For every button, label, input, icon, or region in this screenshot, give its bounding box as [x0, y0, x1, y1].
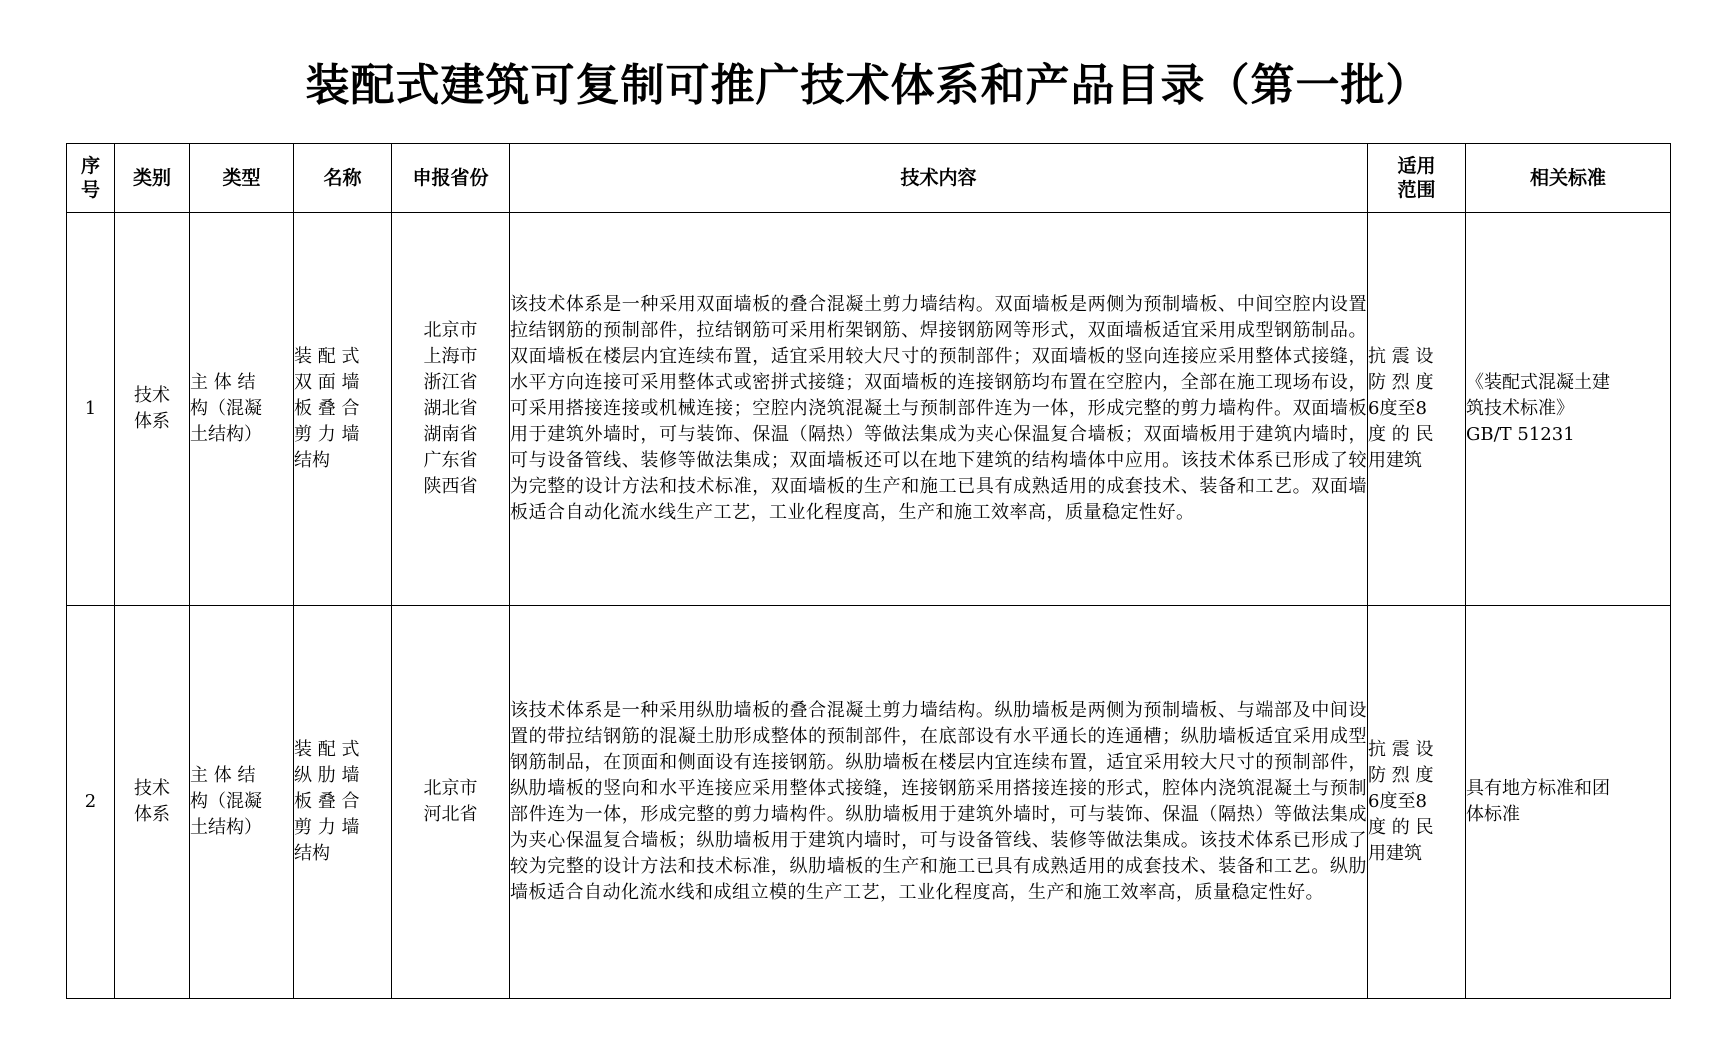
cell-seq: 1	[67, 213, 115, 606]
catalog-table	[66, 143, 1671, 999]
table-row	[67, 606, 1671, 999]
table-row	[67, 213, 1671, 606]
cell-category: 技术 体系	[115, 213, 190, 606]
header-seq: 序 号	[67, 144, 115, 213]
header-province: 申报省份	[392, 144, 510, 213]
cell-type: 主 体 结 构（混凝 土结构）	[190, 606, 294, 999]
header-scope: 适用 范围	[1368, 144, 1466, 213]
cell-name: 装 配 式 纵 肋 墙 板 叠 合 剪 力 墙 结构	[294, 606, 392, 999]
cell-province: 北京市 上海市 浙江省 湖北省 湖南省 广东省 陕西省	[392, 213, 510, 606]
cell-name: 装 配 式 双 面 墙 板 叠 合 剪 力 墙 结构	[294, 213, 392, 606]
cell-type: 主 体 结 构（混凝 土结构）	[190, 213, 294, 606]
cell-province: 北京市 河北省	[392, 606, 510, 999]
cell-seq: 2	[67, 606, 115, 999]
header-name: 名称	[294, 144, 392, 213]
cell-standards: 具有地方标准和团 体标准	[1466, 606, 1671, 999]
cell-category: 技术 体系	[115, 606, 190, 999]
document-title: 装配式建筑可复制可推广技术体系和产品目录（第一批）	[305, 60, 1431, 111]
header-row	[67, 144, 1671, 213]
cell-content: 该技术体系是一种采用纵肋墙板的叠合混凝土剪力墙结构。纵肋墙板是两侧为预制墙板、与端部及中间设置的带拉结钢筋的混凝土肋形成整体的预制部件，在底部设有水平通长的连通槽；纵肋墙板适宜采用成型钢筋制品，在顶面和侧面设有连接钢筋。纵肋墙板在楼层内宜连续布置，适宜采用较大尺寸的预制部件，纵肋墙板的竖向和水平连接应采用整体式接缝，连接钢筋采用搭接连接的形式，腔体内浇筑混凝土与预制部件连为一体，形成完整的剪力墙构件。纵肋墙板用于建筑外墙时，可与装饰、保温（隔热）等做法集成为夹心保温复合墙板；纵肋墙板用于建筑内墙时，可与设备管线、装修等做法集成。该技术体系已形成了较为完整的设计方法和技术标准，纵肋墙板的生产和施工已具有成熟适用的成套技术、装备和工艺。纵肋墙板适合自动化流水线和成组立模的生产工艺，工业化程度高，生产和施工效率高，质量稳定性好。	[510, 606, 1368, 999]
header-type: 类型	[190, 144, 294, 213]
header-standards: 相关标准	[1466, 144, 1671, 213]
cell-scope: 抗 震 设 防 烈 度 6度至8 度 的 民 用建筑	[1368, 606, 1466, 999]
cell-standards: 《装配式混凝土建 筑技术标准》 GB/T 51231	[1466, 213, 1671, 606]
header-content: 技术内容	[510, 144, 1368, 213]
cell-scope: 抗 震 设 防 烈 度 6度至8 度 的 民 用建筑	[1368, 213, 1466, 606]
header-category: 类别	[115, 144, 190, 213]
cell-content: 该技术体系是一种采用双面墙板的叠合混凝土剪力墙结构。双面墙板是两侧为预制墙板、中间空腔内设置拉结钢筋的预制部件，拉结钢筋可采用桁架钢筋、焊接钢筋网等形式，双面墙板适宜采用成型钢筋制品。双面墙板在楼层内宜连续布置，适宜采用较大尺寸的预制部件；双面墙板的竖向连接应采用整体式接缝，水平方向连接可采用整体式或密拼式接缝；双面墙板的连接钢筋均布置在空腔内，全部在施工现场布设，可采用搭接连接或机械连接；空腔内浇筑混凝土与预制部件连为一体，形成完整的剪力墙构件。双面墙板用于建筑外墙时，可与装饰、保温（隔热）等做法集成为夹心保温复合墙板；双面墙板用于建筑内墙时，可与设备管线、装修等做法集成；双面墙板还可以在地下建筑的结构墙体中应用。该技术体系已形成了较为完整的设计方法和技术标准，双面墙板的生产和施工已具有成熟适用的成套技术、装备和工艺。双面墙板适合自动化流水线生产工艺，工业化程度高，生产和施工效率高，质量稳定性好。	[510, 213, 1368, 606]
